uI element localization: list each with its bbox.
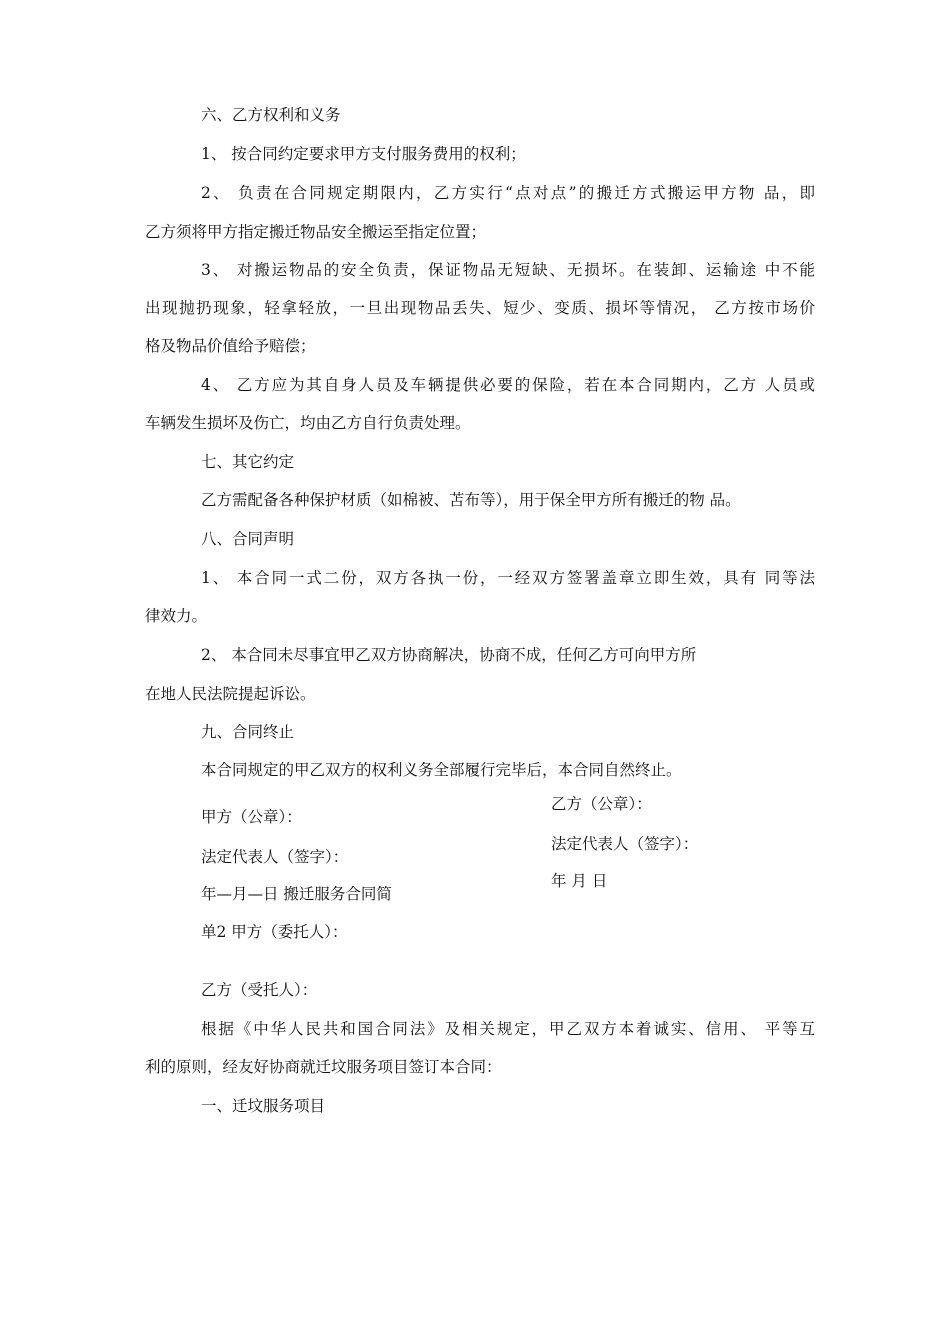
party-b-date-line: 年 月 日 [551,872,608,890]
party-a-date-line: 年—月—日 搬迁服务合同简 [201,885,392,903]
party-a-client-label: 单2 甲方（委托人）： [201,923,348,941]
paragraph-line: 4、 乙方应为其自身人员及车辆提供必要的保险，若在本合同期内，乙方 人员或 [201,376,815,394]
section-heading-6: 六、乙方权利和义务 [201,106,341,124]
paragraph-line: 利的原则，经友好协商就迁坟服务项目签订本合同： [145,1058,502,1076]
paragraph-line: 根据《中华人民共和国合同法》及相关规定，甲乙双方本着诚实、信用、 平等互 [201,1020,815,1038]
paragraph-line: 本合同规定的甲乙双方的权利义务全部履行完毕后，本合同自然终止。 [201,761,682,779]
paragraph-line: 律效力。 [145,607,208,625]
party-b-seal-label: 乙方（公章）： [551,795,652,813]
section-heading-1: 一、迁坟服务项目 [201,1097,326,1115]
paragraph-line: 1、 按合同约定要求甲方支付服务费用的权利； [201,145,526,163]
paragraph-line: 2、 负责在合同规定期限内，乙方实行“点对点”的搬迁方式搬运甲方物 品，即 [201,184,815,202]
paragraph-line: 格及物品价值给予赔偿； [145,337,316,355]
paragraph-line: 乙方须将甲方指定搬迁物品安全搬运至指定位置； [145,223,487,241]
paragraph-line: 1、 本合同一式二份，双方各执一份，一经双方签署盖章立即生效，具有 同等法 [201,569,815,587]
paragraph-line: 2、 本合同未尽事宜甲乙双方协商解决，协商不成，任何乙方可向甲方所 [201,646,697,664]
paragraph-line: 乙方需配备各种保护材质（如棉被、苫布等），用于保全甲方所有搬迁的物 品。 [201,491,741,509]
party-a-representative-label: 法定代表人（签字）： [201,848,349,866]
party-b-trustee-label: 乙方（受托人）： [201,981,318,999]
party-a-seal-label: 甲方（公章）： [201,808,302,826]
section-heading-7: 七、其它约定 [201,453,295,471]
section-heading-8: 八、合同声明 [201,530,295,548]
paragraph-line: 出现抛扔现象，轻拿轻放，一旦出现物品丢失、短少、变质、损坏等情况， 乙方按市场价 [145,299,815,317]
paragraph-line: 在地人民法院提起诉讼。 [145,685,316,703]
party-b-representative-label: 法定代表人（签字）： [551,835,699,853]
paragraph-line: 3、 对搬运物品的安全负责，保证物品无短缺、无损坏。在装卸、运输途 中不能 [201,261,815,279]
section-heading-9: 九、合同终止 [201,723,295,741]
paragraph-line: 车辆发生损坏及伤亡，均由乙方自行负责处理。 [145,414,471,432]
